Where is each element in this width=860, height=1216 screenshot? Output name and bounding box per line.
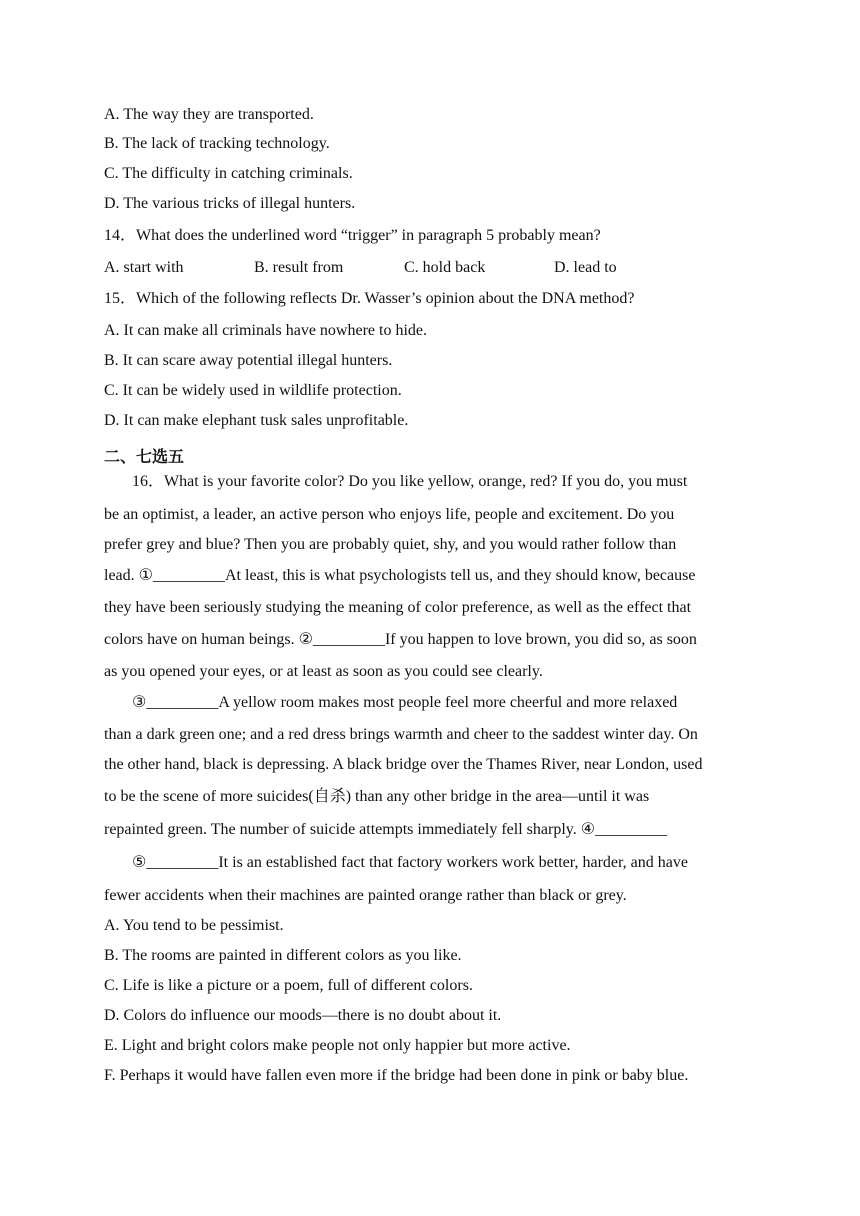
choice-option-a: A. You tend to be pessimist. bbox=[104, 917, 284, 934]
choice-option-b: B. The rooms are painted in different colors as you like. bbox=[104, 947, 462, 964]
q14-option-b: B. result from bbox=[254, 259, 344, 276]
passage-line: prefer grey and blue? Then you are probably quiet, shy, and you would rather follow than bbox=[104, 536, 677, 553]
passage-line: ⑤_________It is an established fact that factory workers work better, harder, and have bbox=[132, 854, 688, 871]
passage-line: repainted green. The number of suicide attempts immediately fell sharply. ④_________ bbox=[104, 821, 668, 838]
q15-option-b: B. It can scare away potential illegal hunters. bbox=[104, 352, 393, 369]
q13-option-d: D. The various tricks of illegal hunters. bbox=[104, 195, 356, 212]
passage-line: be an optimist, a leader, an active person who enjoys life, people and excitement. Do you bbox=[104, 506, 675, 523]
choice-option-d: D. Colors do influence our moods—there is no doubt about it. bbox=[104, 1007, 502, 1024]
passage-line: 16．What is your favorite color? Do you like yellow, orange, red? If you do, you must bbox=[132, 473, 688, 490]
q15-option-c: C. It can be widely used in wildlife protection. bbox=[104, 382, 402, 399]
q15-stem: 15．Which of the following reflects Dr. Wasser’s opinion about the DNA method? bbox=[104, 290, 635, 307]
q13-option-b: B. The lack of tracking technology. bbox=[104, 135, 330, 152]
passage-line: ③_________A yellow room makes most people feel more cheerful and more relaxed bbox=[132, 694, 678, 711]
q14-option-c: C. hold back bbox=[404, 259, 486, 276]
passage-line: colors have on human beings. ②_________If you happen to love brown, you did so, as soon bbox=[104, 631, 697, 648]
passage-line: lead. ①_________At least, this is what psychologists tell us, and they should know, because bbox=[104, 567, 696, 584]
q14-option-d: D. lead to bbox=[554, 259, 617, 276]
passage-line: fewer accidents when their machines are painted orange rather than black or grey. bbox=[104, 887, 627, 904]
passage-line: they have been seriously studying the meaning of color preference, as well as the effect that bbox=[104, 599, 692, 616]
q14-option-a: A. start with bbox=[104, 259, 184, 276]
choice-option-f: F. Perhaps it would have fallen even more if the bridge had been done in pink or baby blue. bbox=[104, 1067, 689, 1084]
choice-option-e: E. Light and bright colors make people not only happier but more active. bbox=[104, 1037, 571, 1054]
section-heading: 二、七选五 bbox=[104, 447, 185, 466]
q14-stem: 14．What does the underlined word “trigger” in paragraph 5 probably mean? bbox=[104, 227, 601, 244]
q13-option-a: A. The way they are transported. bbox=[104, 106, 314, 123]
q15-option-a: A. It can make all criminals have nowhere to hide. bbox=[104, 322, 427, 339]
passage-line: than a dark green one; and a red dress brings warmth and cheer to the saddest winter day. On bbox=[104, 726, 698, 743]
passage-line: to be the scene of more suicides(自杀) than any other bridge in the area—until it was bbox=[104, 788, 650, 805]
passage-line: as you opened your eyes, or at least as soon as you could see clearly. bbox=[104, 663, 543, 680]
q15-option-d: D. It can make elephant tusk sales unprofitable. bbox=[104, 412, 409, 429]
q14-options bbox=[104, 258, 617, 278]
choice-option-c: C. Life is like a picture or a poem, full of different colors. bbox=[104, 977, 473, 994]
q13-option-c: C. The difficulty in catching criminals. bbox=[104, 165, 353, 182]
passage-line: the other hand, black is depressing. A black bridge over the Thames River, near London, used bbox=[104, 756, 703, 773]
